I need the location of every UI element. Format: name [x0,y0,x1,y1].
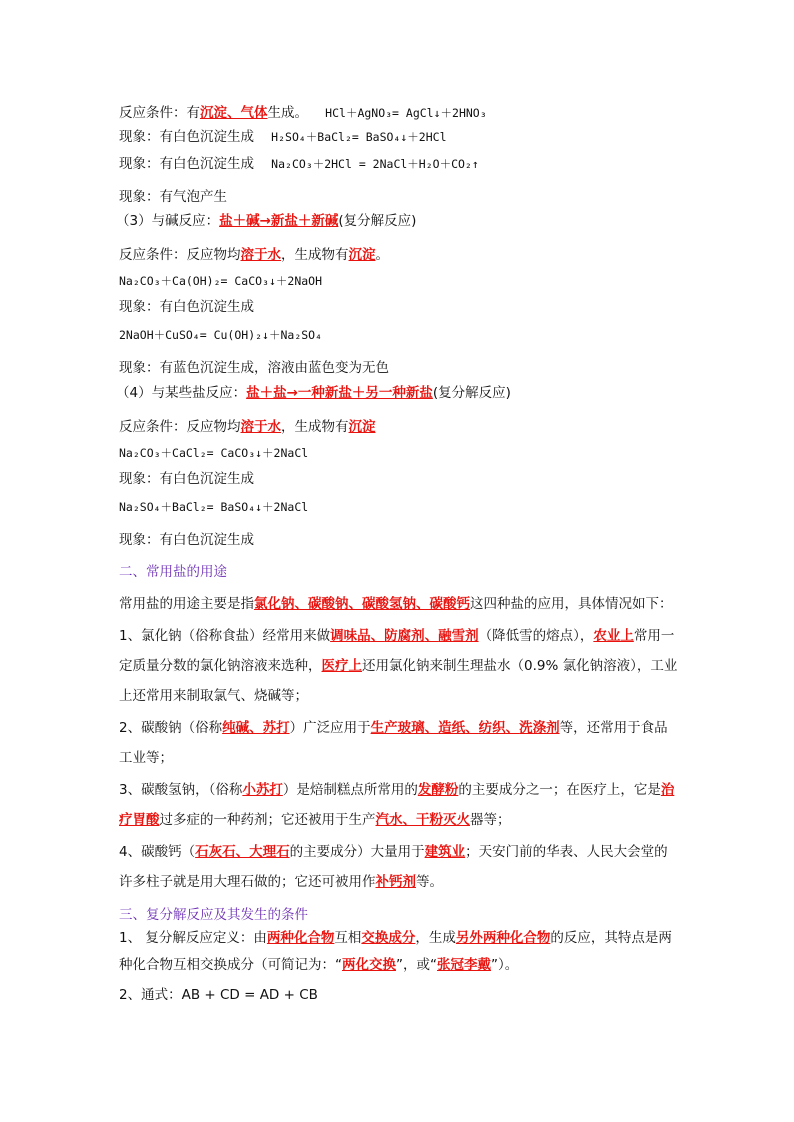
text: （4）与某些盐反应： [116,385,247,401]
text: 这四种盐的应用，具体情况如下： [470,596,673,612]
reaction-condition-line [119,246,389,264]
subheading-base-reaction [116,212,416,230]
text: 反应条件：有 [119,105,200,121]
text: (复分解反应) [338,213,417,229]
text: 现象：有白色沉淀生成 [119,129,254,145]
keyword: 干粉灭火 [416,812,470,828]
text: 生成。 [267,105,308,121]
subheading-salt-reaction [116,384,511,402]
phenomenon-line [119,155,479,173]
equation: H₂SO₄＋BaCl₂= BaSO₄↓＋2HCl [271,130,447,144]
phenomenon-line: 现象：有白色沉淀生成 [119,471,254,487]
text: 1、 复分解反应定义：由 [119,930,267,946]
equation: 2NaOH＋CuSO₄= Cu(OH)₂↓＋Na₂SO₄ [119,328,323,342]
paragraph-calcium-carbonate [119,837,679,897]
text: 的主要成分）大量用于 [289,844,425,860]
keyword: 防腐剂 [384,628,425,644]
keyword: 溶于水 [240,419,281,435]
text: ，生成 [415,930,456,946]
keyword: 农业上 [593,628,634,644]
equation: HCl＋AgNO₃= AgCl↓＋2HNO₃ [325,106,487,120]
section-heading: 三、复分解反应及其发生的条件 [119,907,308,923]
text: 1、氯化钠（俗称食盐）经常用来做 [119,628,331,644]
keyword: 、 [402,812,416,828]
keyword: 、 [416,596,430,612]
text: 4、碳酸钙（ [119,844,196,860]
text: ”，或“ [396,957,437,973]
keyword: 、 [424,720,439,736]
keyword: 补钙剂 [375,874,416,890]
keyword: 沉淀 [348,247,376,263]
general-formula-line: 2、通式：AB + CD = AD + CB [119,987,318,1003]
keyword: 交换成分 [361,930,416,946]
text: 器等； [470,812,511,828]
text: 还用氯化钠来制生理盐水（0.9% 氯化钠溶液），工业上还常用来制取氯气、烧碱等； [119,658,678,704]
paragraph-definition [119,925,679,979]
text: ，生成物有 [281,247,349,263]
keyword: 医疗上 [321,658,362,674]
text: 等，还常用于食品工业等； [119,720,668,766]
text: （降低雪的熔点）， [478,628,594,644]
keyword: 洗涤剂 [519,720,560,736]
text: ）是焙制糕点所常用的 [282,782,418,798]
keyword: 两化交换 [342,957,396,973]
keyword: 纺织 [478,720,506,736]
text: 3、碳酸氢钠，（俗称 [119,782,243,798]
text: 的主要成分之一；在医疗上，它是 [458,782,661,798]
text: 反应条件：反应物均 [119,419,241,435]
keyword: 沉淀 [348,419,376,435]
keyword: 碳酸氢钠 [362,596,416,612]
phenomenon-line: 现象：有白色沉淀生成 [119,532,254,548]
text: （3）与碱反应： [116,213,220,229]
phenomenon-line: 现象：有白色沉淀生成 [119,299,254,315]
keyword: 、 [227,105,241,121]
equation: Na₂CO₃＋CaCl₂= CaCO₃↓＋2NaCl [119,446,309,460]
phenomenon-line: 现象：有气泡产生 [119,189,227,205]
keyword: 另外两种化合物 [455,930,551,946]
text: 互相 [334,930,362,946]
text: 等。 [416,874,443,890]
keyword: 造纸 [438,720,466,736]
text: 。 [375,247,389,263]
keyword: 盐＋盐→一种新盐＋另一种新盐 [246,385,433,401]
keyword: 溶于水 [240,247,281,263]
keyword: 、 [424,628,439,644]
keyword: 、 [505,720,520,736]
keyword: 小苏打 [242,782,283,798]
keyword: 碳酸钙 [429,596,470,612]
keyword: 石灰石、大理石 [195,844,290,860]
equation: Na₂CO₃＋2HCl = 2NaCl＋H₂O＋CO₂↑ [271,157,479,171]
equation: Na₂SO₄＋BaCl₂= BaSO₄↓＋2NaCl [119,500,309,514]
section-heading: 二、常用盐的用途 [119,564,227,580]
keyword: 、 [348,596,362,612]
text: ，生成物有 [281,419,349,435]
keyword: 治疗胃酸 [119,782,675,828]
keyword: 、 [294,596,308,612]
paragraph-sodium-carbonate [119,713,679,773]
text: 现象：有白色沉淀生成 [119,156,254,172]
text: ）广泛应用于 [289,720,371,736]
keyword: 发酵粉 [417,782,459,798]
equation: Na₂CO₃＋Ca(OH)₂= CaCO₃↓＋2NaOH [119,274,323,288]
paragraph-sodium-bicarbonate [119,775,679,835]
paragraph-sodium-chloride [119,621,679,711]
text: ”）。 [491,957,519,973]
keyword: 氯化钠 [254,596,295,612]
keyword: 沉淀 [200,105,227,121]
text: ；天安门前的华表、人民大会堂的许多柱子就是用大理石做的；它还可被用作 [119,844,668,890]
keyword: 纯碱、苏打 [222,720,290,736]
keyword: 两种化合物 [266,930,335,946]
text: 常用盐的用途主要是指 [119,596,254,612]
text: 的反应，其特点是两种化合物互相交换成分（可简记为：“ [119,930,672,973]
text: 2、碳酸钠（俗称 [119,720,223,736]
keyword: 调味品 [330,628,371,644]
keyword: 建筑业 [424,844,466,860]
keyword: 、 [370,628,385,644]
phenomenon-line [119,128,447,146]
paragraph-salt-uses [119,589,679,619]
phenomenon-line: 现象：有蓝色沉淀生成，溶液由蓝色变为无色 [119,360,389,376]
text: (复分解反应) [432,385,511,401]
reaction-condition-line [119,418,376,436]
keyword: 张冠李戴 [437,957,491,973]
reaction-condition-line [119,104,487,122]
keyword: 碳酸钠 [308,596,349,612]
text: 反应条件：反应物均 [119,247,241,263]
keyword: 融雪剂 [438,628,479,644]
keyword: 、 [465,720,479,736]
text: 过多症的一种药剂；它还被用于生产 [159,812,376,828]
keyword: 生产玻璃 [370,720,425,736]
keyword: 汽水 [375,812,403,828]
keyword: 气体 [240,105,268,121]
keyword: 盐＋碱→新盐＋新碱 [219,213,339,229]
text: 常用一定质量分数的氯化钠溶液来选种， [119,628,675,674]
